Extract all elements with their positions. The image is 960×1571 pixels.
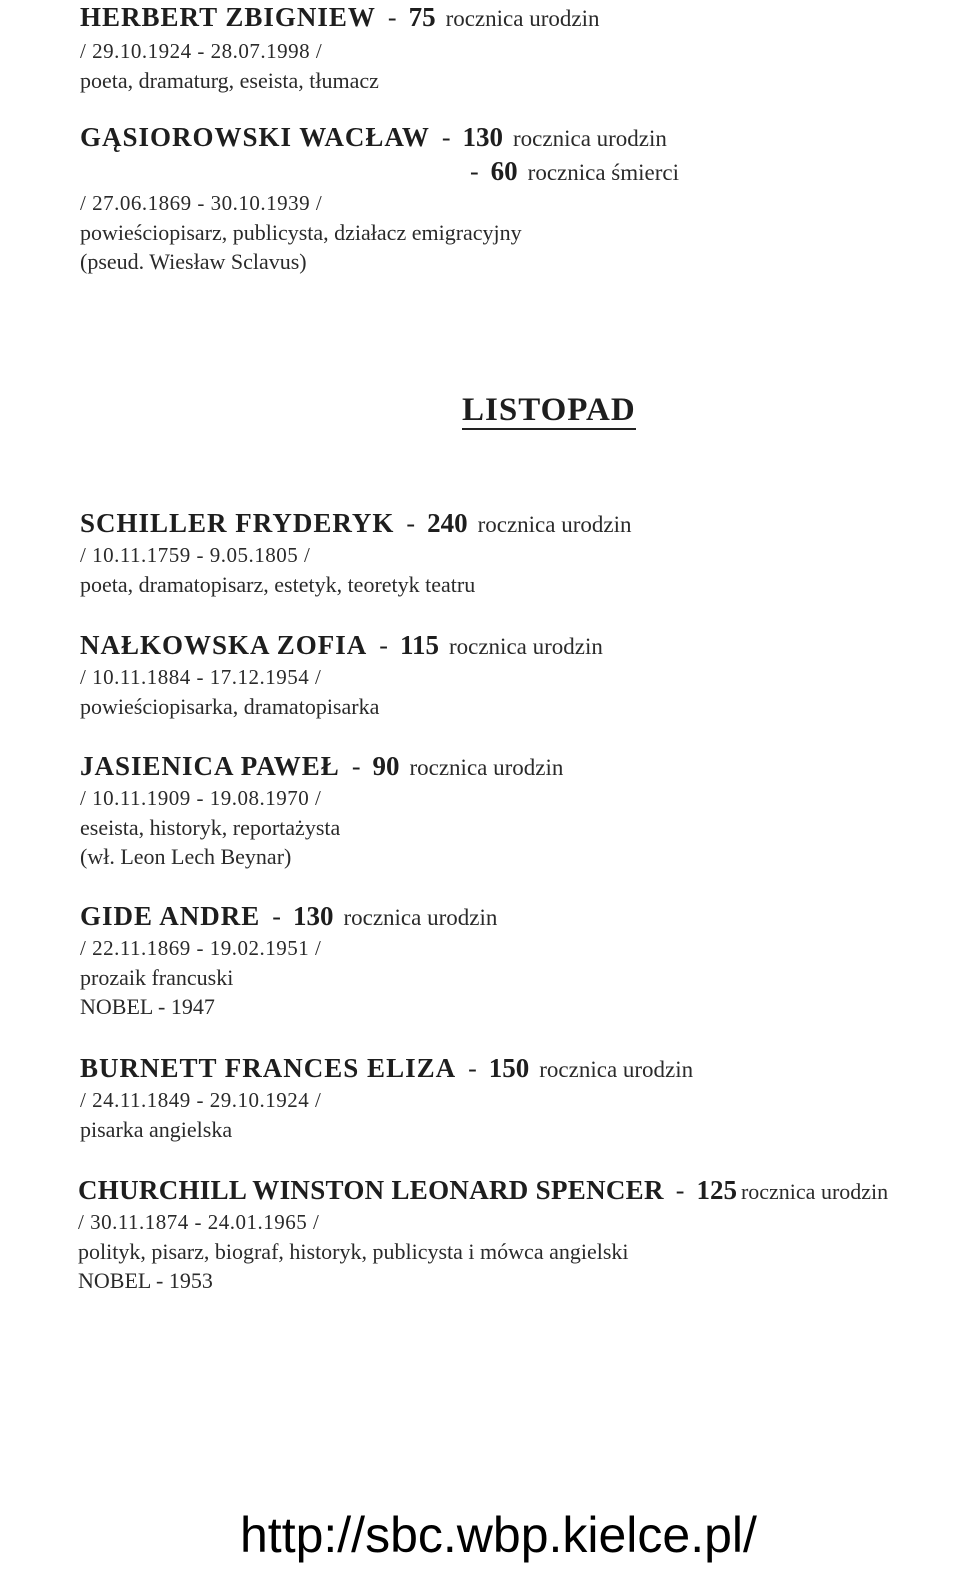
anniversary-number: 115 (399, 630, 439, 660)
anniversary-number: 150 (488, 1053, 530, 1083)
anniversary-label: rocznica urodzin (448, 634, 603, 659)
pseudonym-line: (pseud. Wiesław Sclavus) (80, 249, 307, 274)
person-name: BURNETT FRANCES ELIZA (80, 1053, 457, 1083)
life-dates: / 22.11.1869 - 19.02.1951 / (80, 936, 322, 960)
anniversary-label-2: rocznica śmierci (527, 160, 680, 185)
life-dates: / 27.06.1869 - 30.10.1939 / (80, 191, 323, 215)
description-line: polityk, pisarz, biograf, historyk, publicysta i mówca angielski (78, 1239, 629, 1264)
anniversary-label: rocznica urodzin (539, 1057, 694, 1082)
entry-gide (80, 903, 960, 1021)
anniversary-number: 130 (462, 122, 504, 152)
dash-separator: - (387, 3, 397, 32)
anniversary-number: 240 (427, 508, 468, 538)
description-line: poeta, dramatopisarz, estetyk, teoretyk teatru (80, 572, 476, 597)
dash-separator: - (379, 631, 388, 660)
anniversary-label: rocznica urodzin (343, 905, 498, 930)
month-heading: LISTOPAD (462, 392, 636, 428)
person-name: GIDE ANDRE (80, 901, 261, 931)
description-line: eseista, historyk, reportażysta (80, 815, 341, 840)
footer-url[interactable]: http://sbc.wbp.kielce.pl/ (240, 1507, 757, 1563)
anniversary-label: rocznica urodzin (740, 1179, 889, 1204)
entry-gasiorowski (80, 124, 960, 276)
dash-separator: - (351, 752, 361, 781)
anniversary-label: rocznica urodzin (409, 755, 564, 780)
anniversary-label: rocznica urodzin (445, 6, 600, 31)
entry-herbert (80, 4, 960, 95)
life-dates: / 10.11.1759 - 9.05.1805 / (80, 543, 311, 567)
description-line: powieściopisarka, dramatopisarka (80, 694, 380, 719)
entry-heading (78, 1177, 958, 1204)
entry-nalkowska (80, 632, 960, 721)
person-name: GĄSIOROWSKI WACŁAW (80, 122, 430, 152)
life-dates: / 29.10.1924 - 28.07.1998 / (80, 39, 323, 63)
anniversary-number: 130 (292, 901, 334, 931)
person-name: NAŁKOWSKA ZOFIA (80, 630, 368, 660)
anniversary-number: 75 (408, 2, 436, 32)
person-name: HERBERT ZBIGNIEW (80, 2, 376, 32)
anniversary-label: rocznica urodzin (477, 512, 632, 537)
dash-separator: - (470, 157, 479, 186)
entry-heading (80, 753, 960, 780)
life-dates: / 24.11.1849 - 29.10.1924 / (80, 1088, 322, 1112)
real-name-line: (wł. Leon Lech Beynar) (80, 844, 292, 869)
description-line: prozaik francuski (80, 965, 234, 990)
life-dates: / 10.11.1884 - 17.12.1954 / (80, 665, 322, 689)
secondary-anniversary (458, 158, 960, 185)
description-line: powieściopisarz, publicysta, działacz emigracyjny (80, 220, 522, 245)
person-name: SCHILLER FRYDERYK (80, 508, 395, 538)
person-name: JASIENICA PAWEŁ (80, 751, 340, 781)
person-name: CHURCHILL WINSTON LEONARD SPENCER (78, 1175, 664, 1205)
entry-schiller (80, 510, 960, 599)
description-line: poeta, dramaturg, eseista, tłumacz (80, 68, 379, 93)
dash-separator: - (406, 509, 416, 538)
entry-heading (80, 632, 960, 659)
entry-heading (80, 1055, 960, 1082)
entry-heading (80, 510, 960, 537)
entry-churchill (78, 1177, 958, 1295)
dash-separator: - (272, 902, 281, 931)
nobel-line: NOBEL - 1953 (78, 1268, 213, 1293)
dash-separator: - (441, 123, 451, 152)
anniversary-number: 125 (696, 1175, 737, 1205)
entry-jasienica (80, 753, 960, 871)
anniversary-label: rocznica urodzin (513, 126, 667, 151)
nobel-line: NOBEL - 1947 (80, 994, 215, 1019)
dash-separator: - (468, 1054, 477, 1083)
anniversary-number-2: 60 (490, 156, 518, 186)
life-dates: / 10.11.1909 - 19.08.1970 / (80, 786, 322, 810)
dash-separator: - (675, 1176, 685, 1205)
life-dates: / 30.11.1874 - 24.01.1965 / (78, 1210, 320, 1234)
description-line: pisarka angielska (80, 1117, 233, 1142)
entry-heading (80, 903, 960, 930)
entry-heading (80, 4, 960, 31)
anniversary-number: 90 (372, 751, 400, 781)
entry-heading (80, 124, 960, 151)
entry-burnett (80, 1055, 960, 1144)
